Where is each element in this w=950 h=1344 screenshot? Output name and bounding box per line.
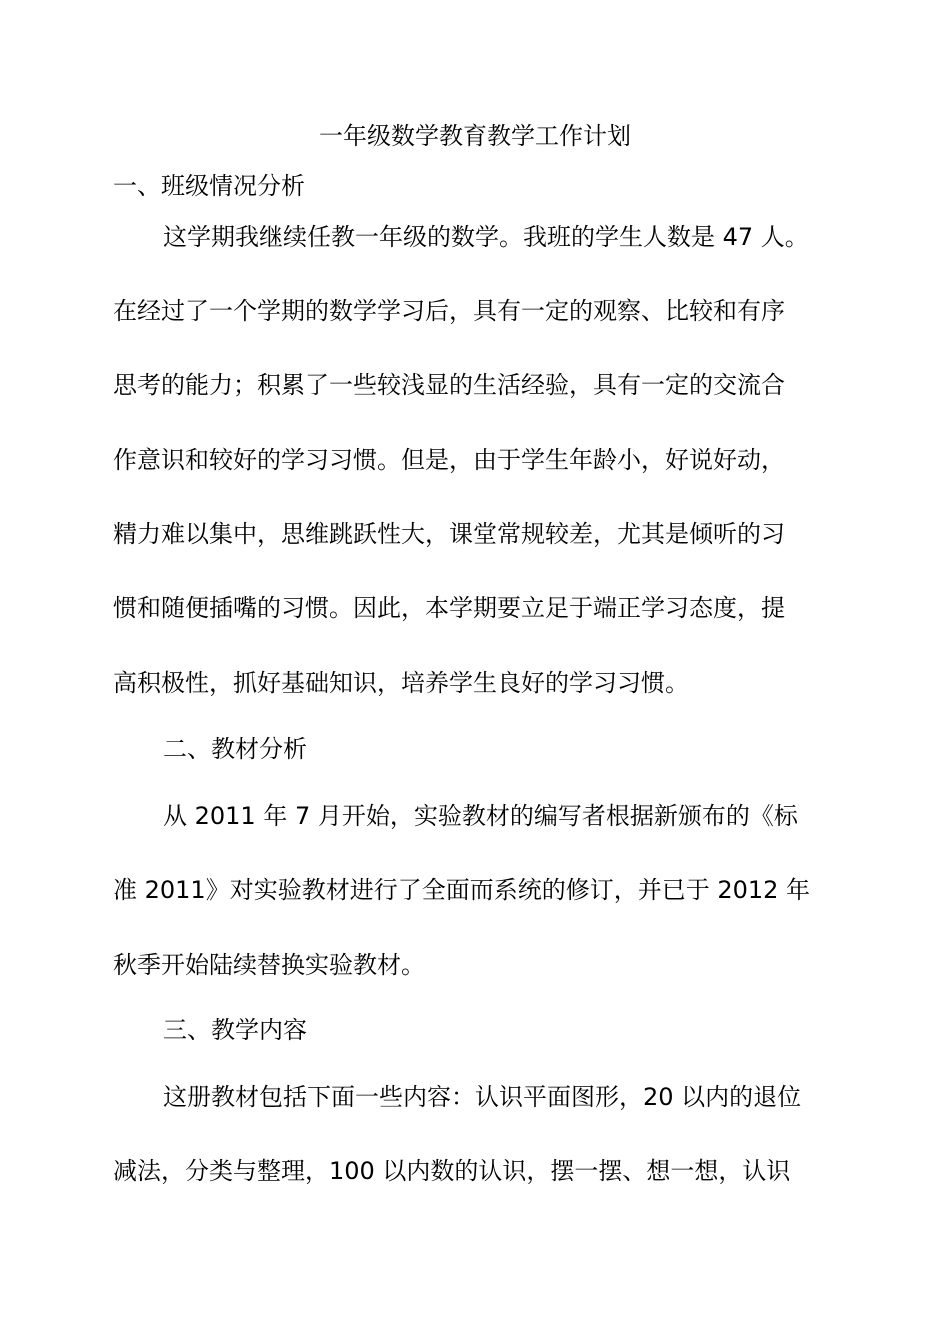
section-heading-textbook-analysis: 二、教材分析: [163, 735, 307, 763]
paragraph-line: 思考的能力；积累了一些较浅显的生活经验，具有一定的交流合: [113, 371, 785, 399]
paragraph-line: 精力难以集中，思维跳跃性大，课堂常规较差，尤其是倾听的习: [113, 520, 785, 548]
paragraph-line: 秋季开始陆续替换实验教材。: [113, 951, 425, 979]
paragraph-line: 在经过了一个学期的数学学习后，具有一定的观察、比较和有序: [113, 297, 785, 325]
section-heading-teaching-content: 三、教学内容: [163, 1016, 307, 1044]
paragraph-line: 这册教材包括下面一些内容：认识平面图形，20 以内的退位: [163, 1083, 802, 1111]
paragraph-line: 高积极性，抓好基础知识，培养学生良好的学习习惯。: [113, 669, 689, 697]
section-heading-class-analysis: 一、班级情况分析: [113, 172, 305, 200]
page-title: 一年级数学教育教学工作计划: [319, 122, 631, 150]
paragraph-line: 从 2011 年 7 月开始，实验教材的编写者根据新颁布的《标: [163, 802, 798, 830]
paragraph-line: 作意识和较好的学习习惯。但是，由于学生年龄小，好说好动，: [113, 446, 785, 474]
paragraph-line: 这学期我继续任教一年级的数学。我班的学生人数是 47 人。: [163, 223, 809, 251]
paragraph-line: 减法，分类与整理，100 以内数的认识，摆一摆、想一想，认识: [113, 1157, 791, 1185]
paragraph-line: 准 2011》对实验教材进行了全面而系统的修订，并已于 2012 年: [113, 876, 811, 904]
paragraph-line: 惯和随便插嘴的习惯。因此，本学期要立足于端正学习态度，提: [113, 594, 785, 622]
